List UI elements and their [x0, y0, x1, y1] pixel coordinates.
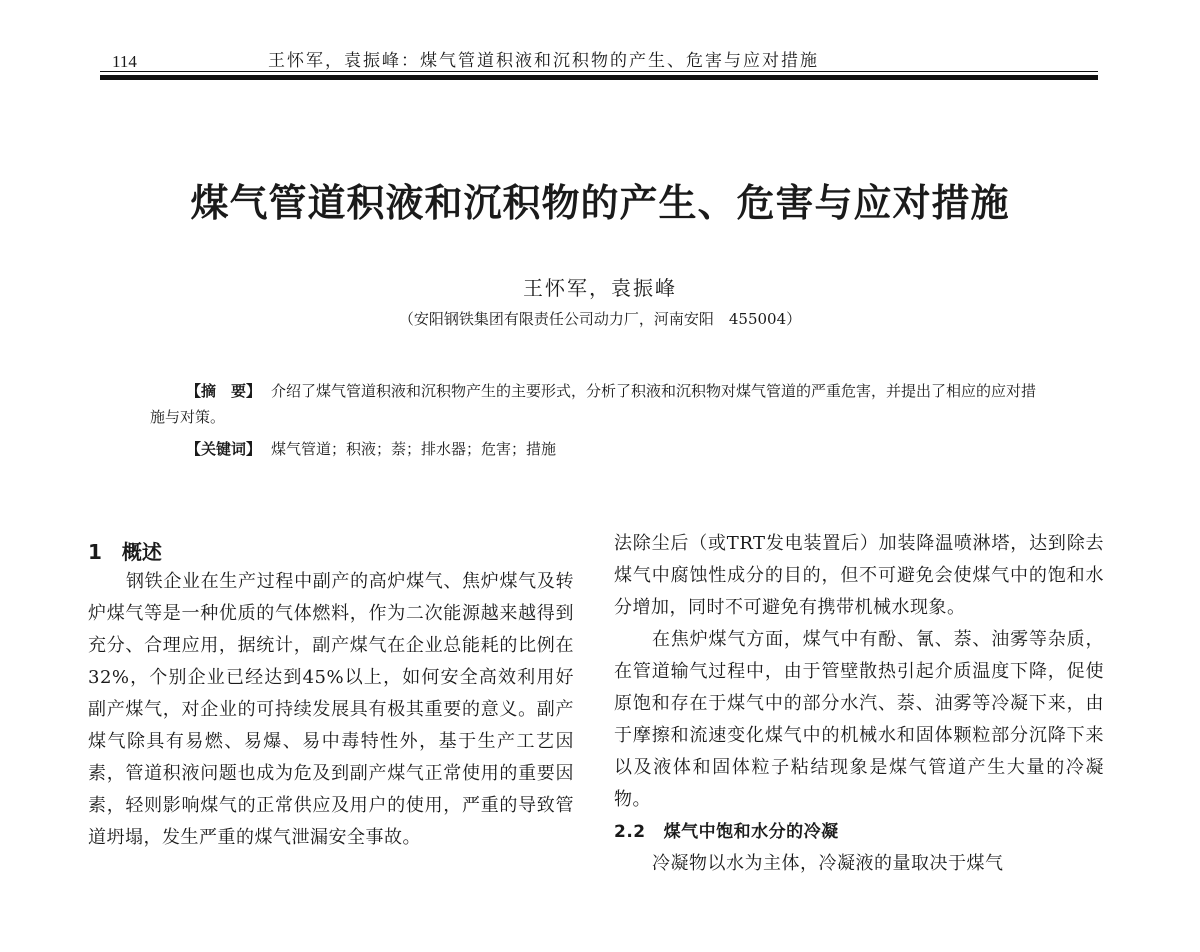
keywords-block — [186, 438, 1046, 460]
right-column — [614, 528, 1104, 880]
continued-paragraph: 法除尘后（或TRT发电装置后）加装降温喷淋塔，达到除去煤气中腐蚀性成分的目的，但不可避免会使煤气中的饱和水分增加，同时不可避免有携带机械水现象。 — [614, 533, 1104, 618]
subsection-title: 煤气中饱和水分的冷凝 — [663, 822, 839, 842]
section-1-heading — [88, 536, 162, 565]
article-title: 煤气管道积液和沉积物的产生、危害与应对措施 — [190, 180, 1010, 225]
section-1-number: 1 — [88, 540, 102, 564]
keywords-text: 煤气管道；积液；萘；排水器；危害；措施 — [271, 440, 557, 458]
page-number: 114 — [112, 52, 137, 71]
article-authors: 王怀军，袁振峰 — [523, 276, 677, 300]
running-title: 王怀军，袁振峰：煤气管道积液和沉积物的产生、危害与应对措施 — [268, 51, 819, 71]
abstract-text: 介绍了煤气管道积液和沉积物产生的主要形式，分析了积液和沉积物对煤气管道的严重危害，并提出了相应的应对措施与对策。 — [150, 382, 1037, 426]
section-1-paragraph: 钢铁企业在生产过程中副产的高炉煤气、焦炉煤气及转炉煤气等是一种优质的气体燃料，作为二次能源越来越得到充分、合理应用，据统计，副产煤气在企业总能耗的比例在32%，个别企业已经达到45%以上，如何安全高效利用好副产煤气，对企业的可持续发展具有极其重要的意义。副产煤气除具有易燃、易爆、易中毒特性外，基于生产工艺因素，管道积液问题也成为危及到副产煤气正常使用的重要因素，轻则影响煤气的正常供应及用户的使用，严重的导致管道坍塌，发生严重的煤气泄漏安全事故。 — [88, 571, 574, 848]
header-rule-thin — [100, 71, 1098, 72]
abstract-label: 【摘 要】 — [186, 382, 262, 400]
subsection-number: 2.2 — [614, 822, 646, 842]
subsection-2-2-heading — [614, 816, 1104, 848]
keywords-label: 【关键词】 — [186, 440, 262, 458]
left-column — [88, 566, 574, 854]
abstract-block — [150, 378, 1045, 430]
header-rule-thick — [100, 75, 1098, 80]
coke-gas-paragraph: 在焦炉煤气方面，煤气中有酚、氰、萘、油雾等杂质，在管道输气过程中，由于管壁散热引起介质温度下降，促使原饱和存在于煤气中的部分水汽、萘、油雾等冷凝下来，由于摩擦和流速变化煤气中的机械水和固体颗粒部分沉降下来以及液体和固体粒子粘结现象是煤气管道产生大量的冷凝物。 — [614, 629, 1104, 810]
condensate-paragraph: 冷凝物以水为主体，冷凝液的量取决于煤气 — [652, 853, 1004, 874]
section-1-title: 概述 — [121, 540, 162, 564]
article-affiliation: （安阳钢铁集团有限责任公司动力厂，河南安阳 455004） — [398, 310, 802, 328]
